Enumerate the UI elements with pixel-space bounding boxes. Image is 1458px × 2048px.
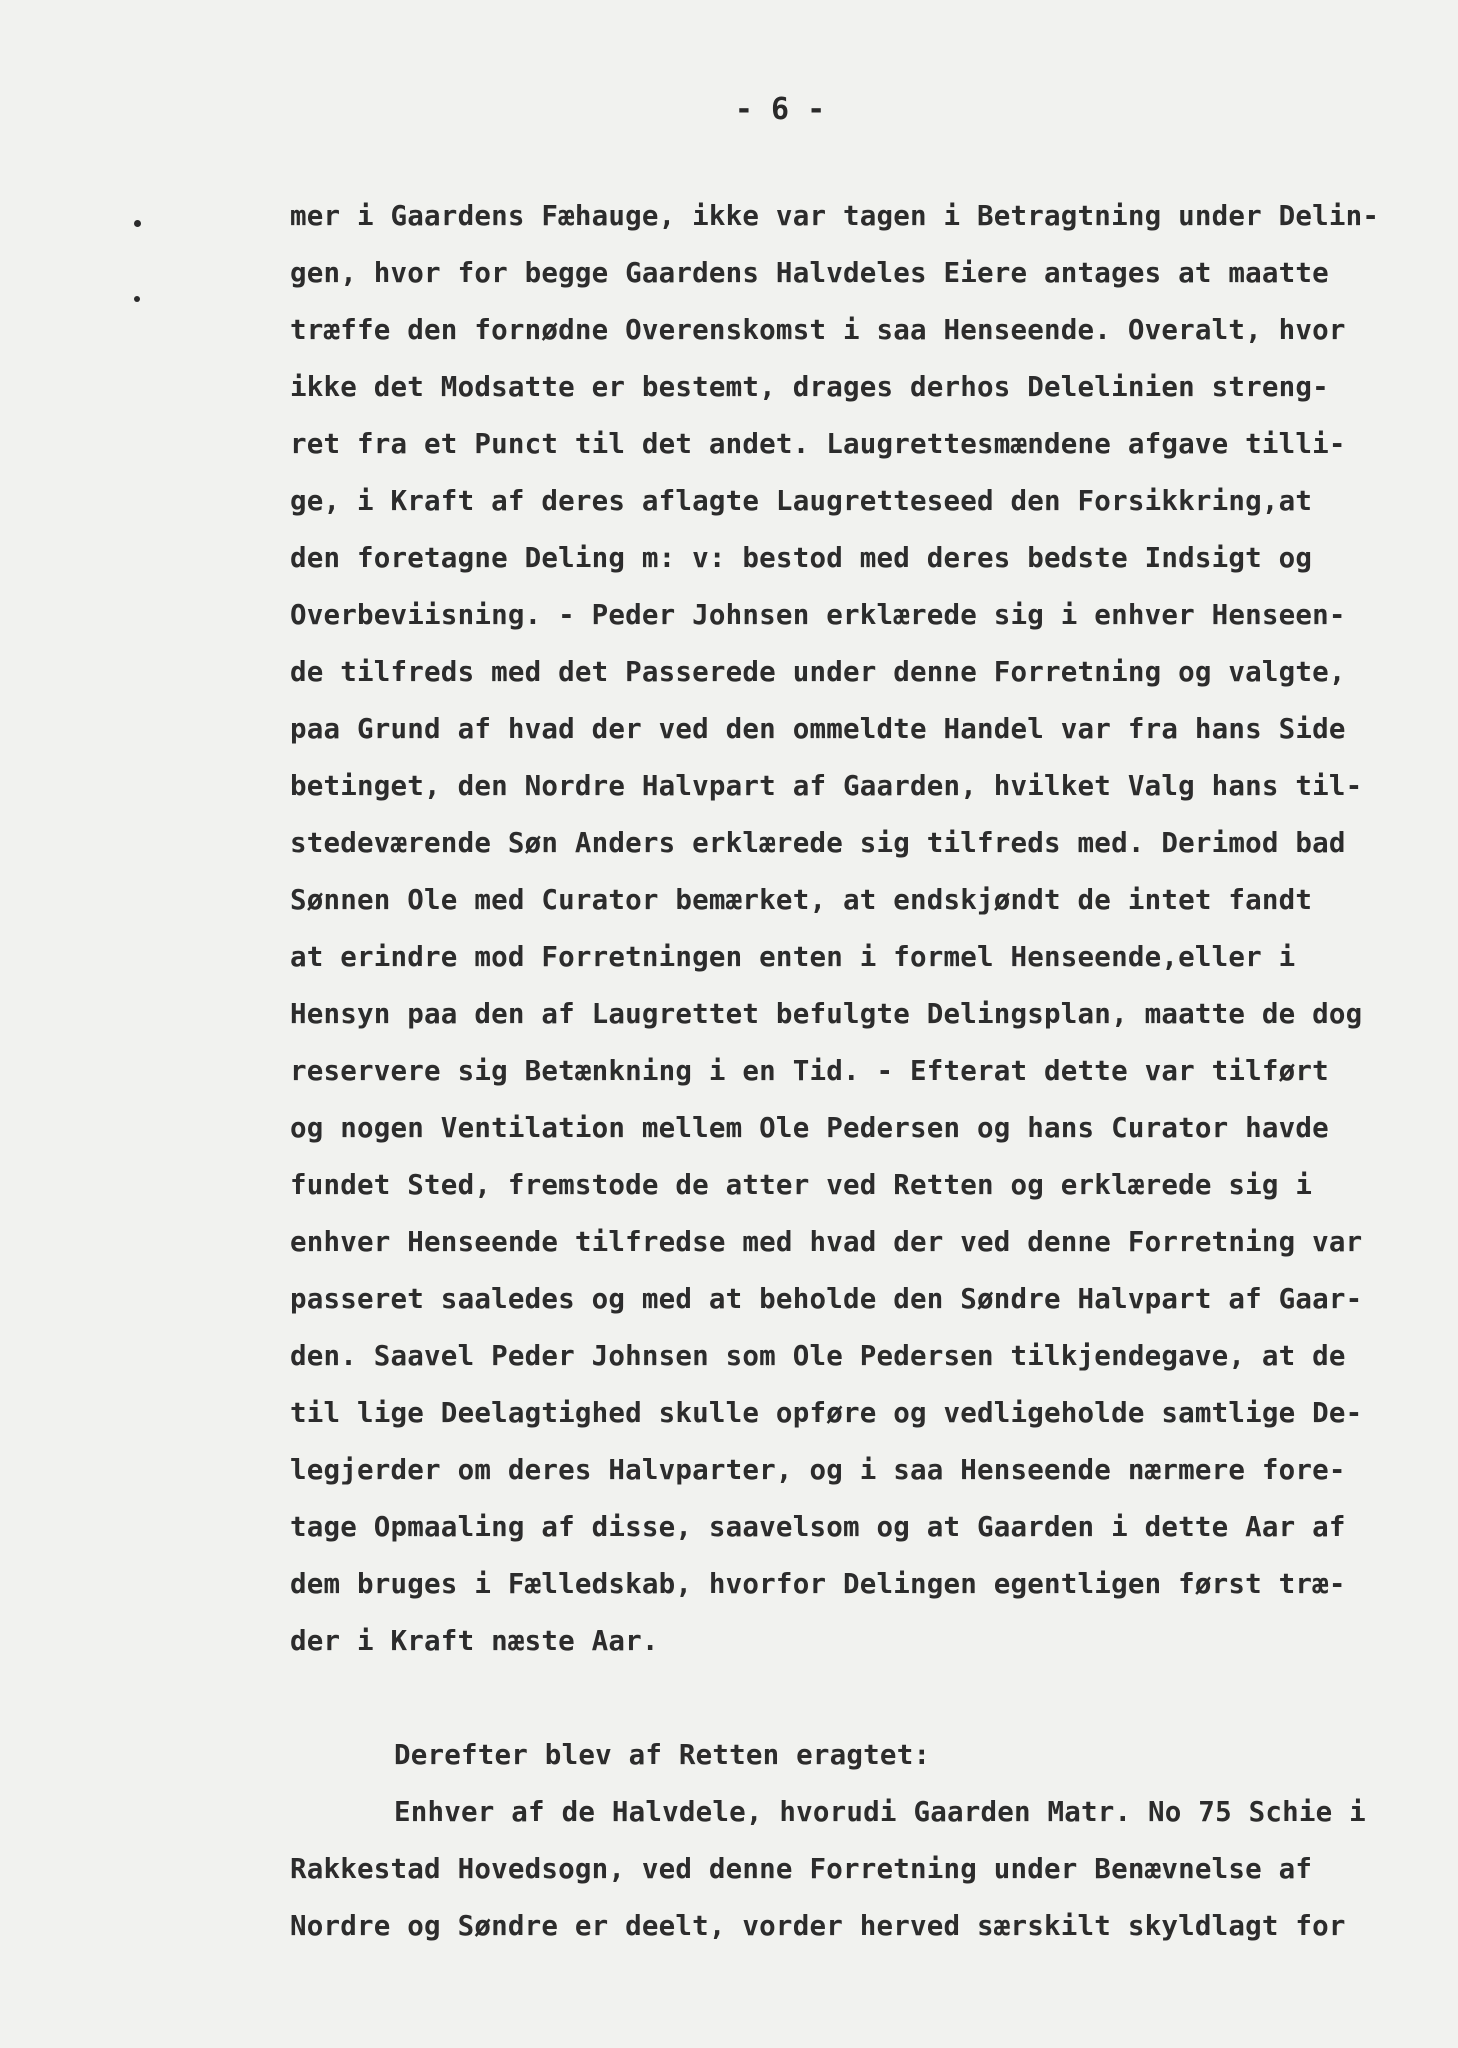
text-line: til lige Deelagtighed skulle opføre og vedligeholde samtlige De-: [290, 1397, 1363, 1429]
text-line: tage Opmaaling af disse, saavelsom og at Gaarden i dette Aar af: [290, 1511, 1346, 1543]
text-line: der i Kraft næste Aar.: [290, 1625, 659, 1657]
text-line: legjerder om deres Halvparter, og i saa Henseende nærmere fore-: [290, 1454, 1346, 1486]
paragraph-gap: [290, 1670, 1420, 1727]
text-line: og nogen Ventilation mellem Ole Pedersen og hans Curator havde: [290, 1112, 1329, 1144]
text-line-indented: Derefter blev af Retten eragtet:: [394, 1739, 931, 1771]
text-line: ikke det Modsatte er bestemt, drages derhos Delelinien streng-: [290, 371, 1329, 403]
text-line: den. Saavel Peder Johnsen som Ole Pedersen tilkjendegave, at de: [290, 1340, 1346, 1372]
text-line: Sønnen Ole med Curator bemærket, at endskjøndt de intet fandt: [290, 884, 1313, 916]
text-line: betinget, den Nordre Halvpart af Gaarden, hvilket Valg hans til-: [290, 770, 1363, 802]
text-line: dem bruges i Fælledskab, hvorfor Delingen egentligen først træ-: [290, 1568, 1346, 1600]
text-line: at erindre mod Forretningen enten i formel Henseende,eller i: [290, 941, 1296, 973]
text-line: reservere sig Betænkning i en Tid. - Efterat dette var tilført: [290, 1055, 1329, 1087]
text-line: Hensyn paa den af Laugrettet befulgte Delingsplan, maatte de dog: [290, 998, 1363, 1030]
text-line: de tilfreds med det Passerede under denne Forretning og valgte,: [290, 656, 1346, 688]
text-line: den foretagne Deling m: v: bestod med deres bedste Indsigt og: [290, 542, 1313, 574]
text-line: passeret saaledes og med at beholde den Søndre Halvpart af Gaar-: [290, 1283, 1363, 1315]
text-line: ge, i Kraft af deres aflagte Laugretteseed den Forsikkring,at: [290, 485, 1313, 517]
margin-dot-mark: [134, 220, 141, 227]
text-line: Overbeviisning. - Peder Johnsen erklærede sig i enhver Henseen-: [290, 599, 1346, 631]
text-line: enhver Henseende tilfredse med hvad der ved denne Forretning var: [290, 1226, 1363, 1258]
text-line: Nordre og Søndre er deelt, vorder herved særskilt skyldlagt for: [290, 1910, 1346, 1942]
text-line: stedeværende Søn Anders erklærede sig tilfreds med. Derimod bad: [290, 827, 1346, 859]
margin-dot-mark: [134, 296, 140, 302]
text-line: ret fra et Punct til det andet. Laugrettesmændene afgave tilli-: [290, 428, 1346, 460]
text-line: gen, hvor for begge Gaardens Halvdeles Eiere antages at maatte: [290, 257, 1329, 289]
document-body: [290, 188, 1420, 1955]
text-line: paa Grund af hvad der ved den ommeldte Handel var fra hans Side: [290, 713, 1346, 745]
text-line: mer i Gaardens Fæhauge, ikke var tagen i Betragtning under Delin-: [290, 200, 1380, 232]
page-number: - 6 -: [734, 92, 826, 127]
text-line-indented: Enhver af de Halvdele, hvorudi Gaarden Matr. No 75 Schie i: [394, 1796, 1366, 1828]
text-line: træffe den fornødne Overenskomst i saa Henseende. Overalt, hvor: [290, 314, 1346, 346]
text-line: fundet Sted, fremstode de atter ved Retten og erklærede sig i: [290, 1169, 1313, 1201]
text-line: Rakkestad Hovedsogn, ved denne Forretning under Benævnelse af: [290, 1853, 1313, 1885]
